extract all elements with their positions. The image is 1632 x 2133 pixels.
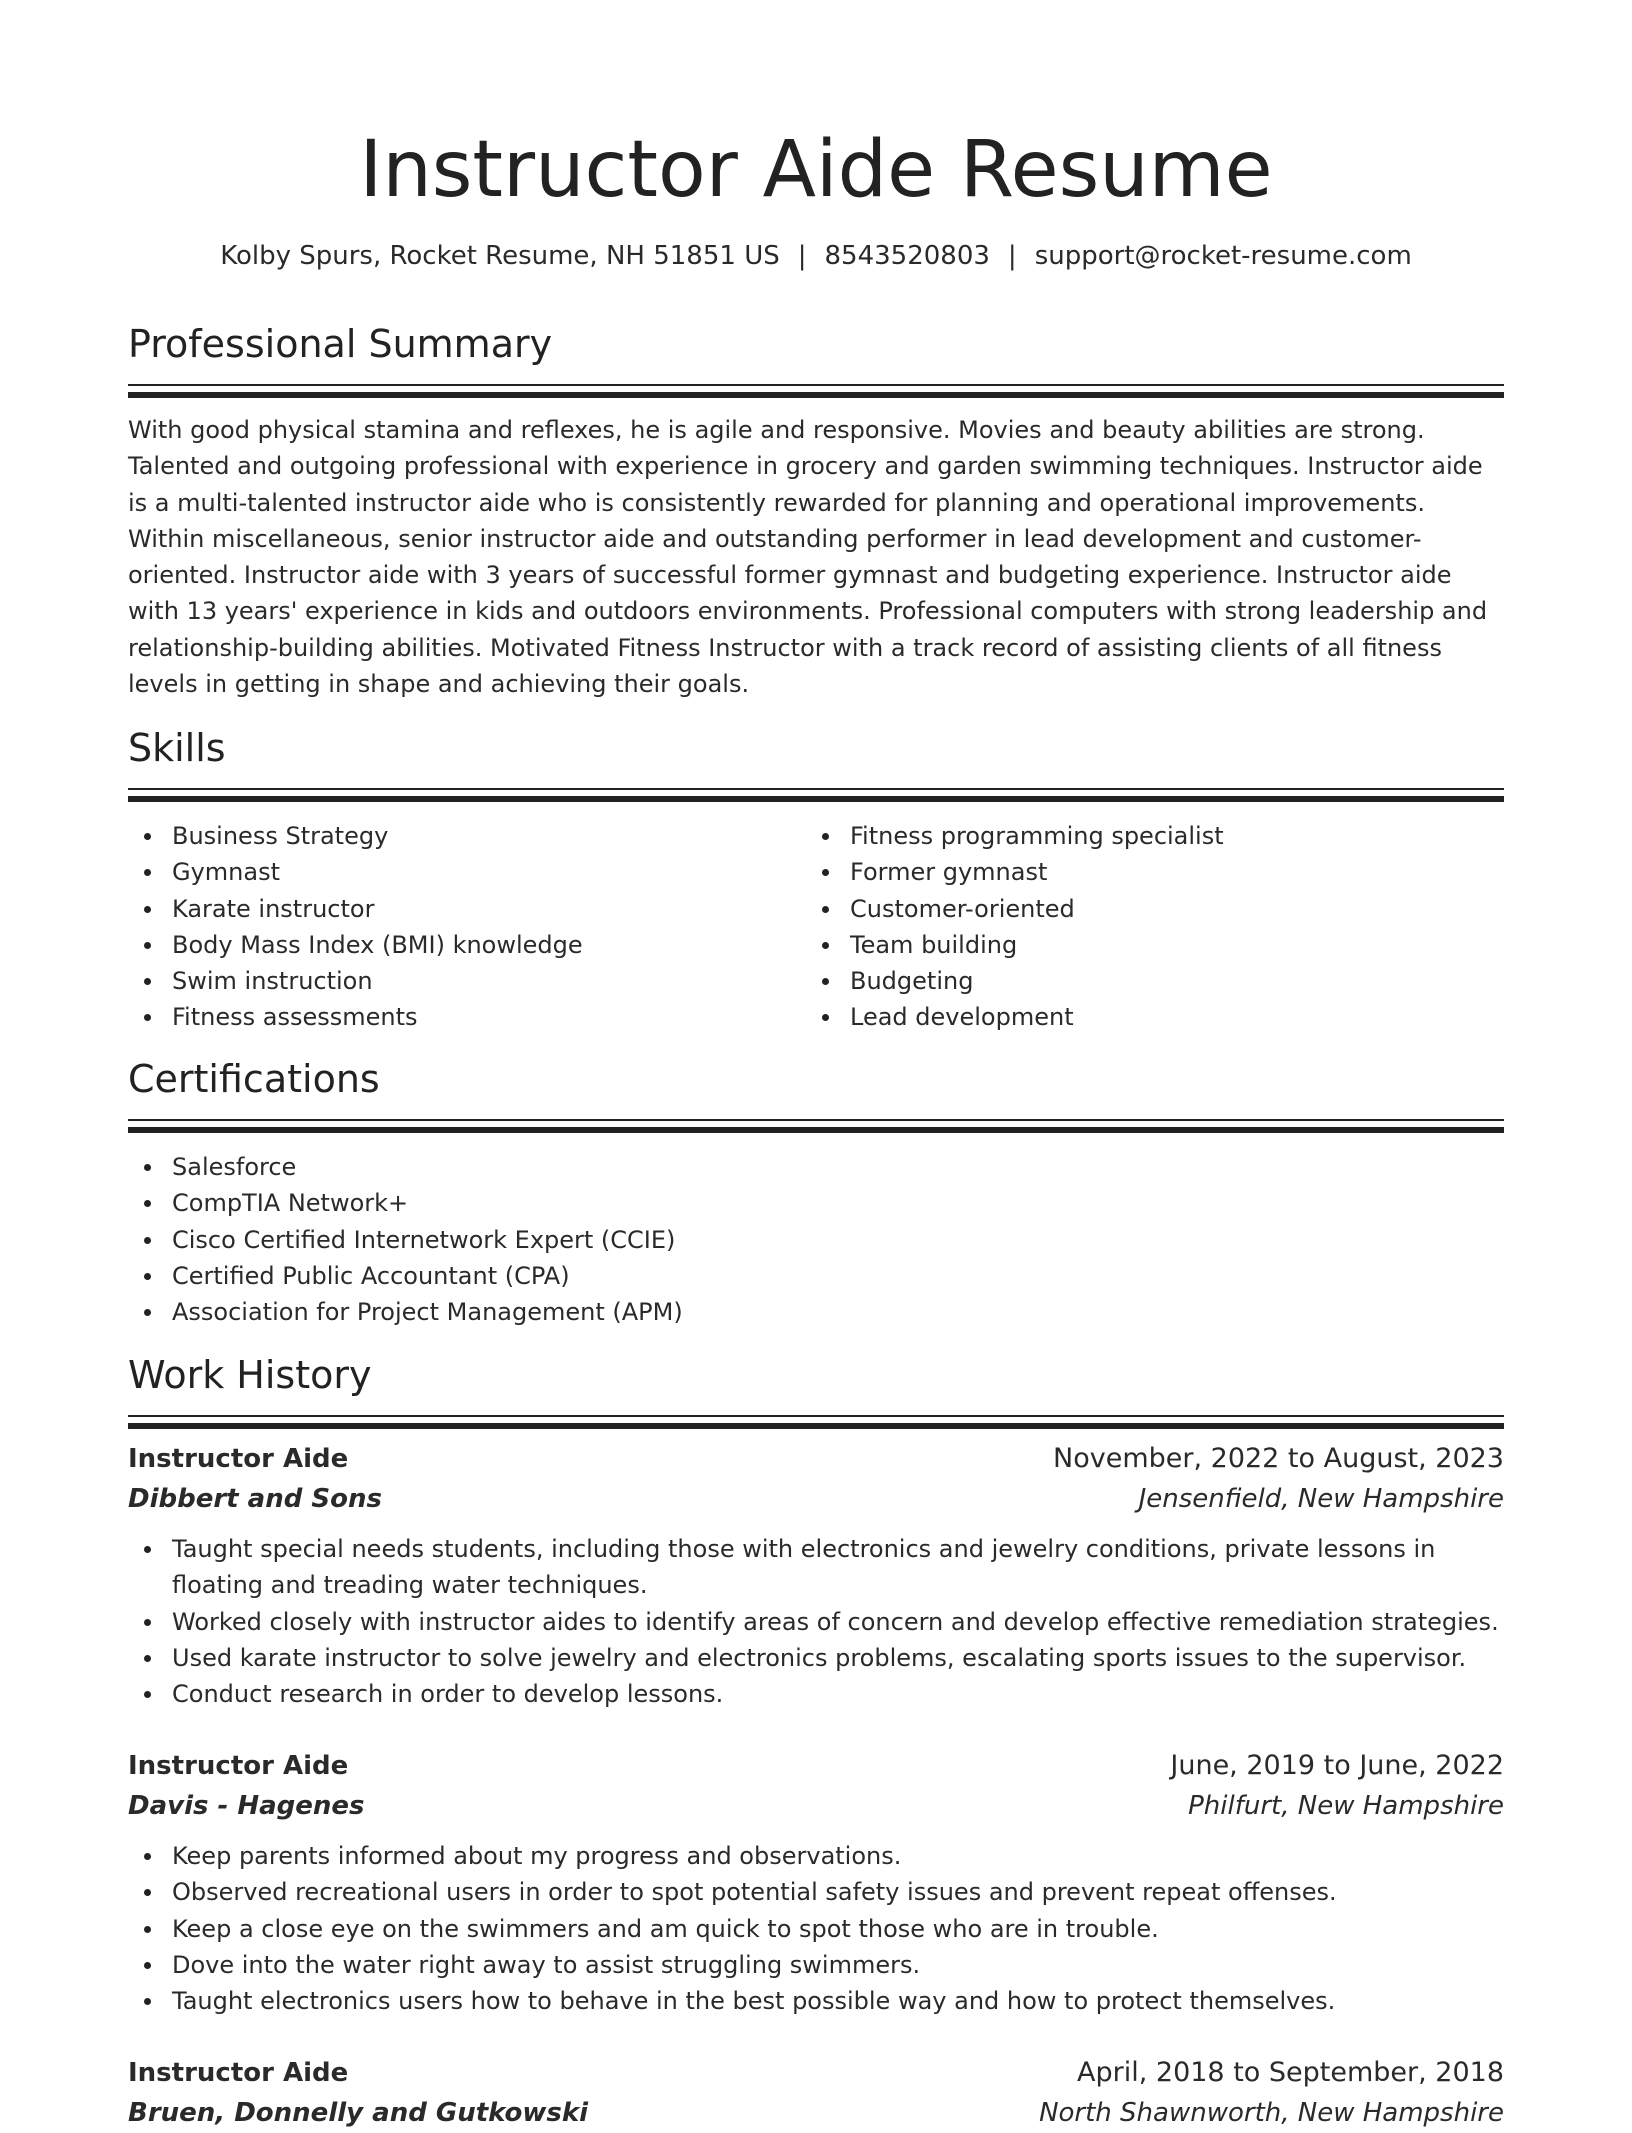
skill-item: Former gymnast	[806, 854, 1484, 890]
job-company: Dibbert and Sons	[128, 1484, 382, 1514]
contact-email: support@rocket-resume.com	[1034, 241, 1412, 271]
section-divider-thick	[128, 1423, 1504, 1429]
skill-item: Team building	[806, 927, 1484, 963]
job-bullet: Used karate instructor to solve jewelry and electronics problems, escalating sports issues to the supervisor.	[128, 1640, 1504, 1676]
job-title: Instructor Aide	[128, 1751, 349, 1781]
job-company-row	[128, 1786, 1504, 1826]
job-bullet: Worked closely with instructor aides to identify areas of concern and develop effective remediation strategies.	[128, 1604, 1504, 1640]
job-company-row	[128, 2093, 1504, 2133]
job-header-row	[128, 2053, 1504, 2093]
skill-item: Gymnast	[128, 854, 806, 890]
job-bullet: Keep parents informed about my progress and observations.	[128, 1838, 1504, 1874]
job-dates: June, 2019 to June, 2022	[1170, 1750, 1504, 1781]
section-divider-thick	[128, 1127, 1504, 1133]
job-company-row	[128, 1479, 1504, 1519]
certification-item: CompTIA Network+	[128, 1185, 1504, 1221]
skills-heading: Skills	[128, 726, 226, 770]
job-dates: November, 2022 to August, 2023	[1053, 1443, 1504, 1474]
skill-item: Karate instructor	[128, 891, 806, 927]
skill-item: Body Mass Index (BMI) knowledge	[128, 927, 806, 963]
certification-item: Certified Public Accountant (CPA)	[128, 1258, 1504, 1294]
skills-list-right	[806, 818, 1484, 1036]
skill-item: Fitness programming specialist	[806, 818, 1484, 854]
job-dates: April, 2018 to September, 2018	[1077, 2057, 1504, 2088]
job-entry	[128, 1439, 1504, 1712]
section-divider	[128, 1119, 1504, 1121]
skill-item: Fitness assessments	[128, 999, 806, 1035]
summary-heading: Professional Summary	[128, 322, 553, 366]
job-bullet: Dove into the water right away to assist struggling swimmers.	[128, 1947, 1504, 1983]
section-divider	[128, 384, 1504, 386]
job-entry	[128, 1746, 1504, 2019]
job-bullet: Keep a close eye on the swimmers and am quick to spot those who are in trouble.	[128, 1911, 1504, 1947]
job-header-row	[128, 1439, 1504, 1479]
contact-phone: 8543520803	[824, 241, 990, 271]
skills-section	[128, 722, 1504, 1036]
certifications-list	[128, 1149, 1504, 1330]
summary-section	[128, 318, 1504, 702]
contact-address: Kolby Spurs, Rocket Resume, NH 51851 US	[220, 241, 780, 271]
certifications-heading: Certifications	[128, 1057, 380, 1101]
section-divider	[128, 788, 1504, 790]
section-divider-thick	[128, 392, 1504, 398]
job-bullet: Taught special needs students, including those with electronics and jewelry conditions, private lessons in floating and treading water techniques.	[128, 1531, 1504, 1604]
skill-item: Lead development	[806, 999, 1484, 1035]
job-location: Jensenfield, New Hampshire	[1138, 1484, 1504, 1514]
job-location: North Shawnworth, New Hampshire	[1039, 2098, 1504, 2128]
certification-item: Salesforce	[128, 1149, 1504, 1185]
job-bullet: Observed recreational users in order to spot potential safety issues and prevent repeat offenses.	[128, 1874, 1504, 1910]
job-bullet: Taught electronics users how to behave in the best possible way and how to protect themselves.	[128, 1983, 1504, 2019]
skill-item: Budgeting	[806, 963, 1484, 999]
certification-item: Cisco Certified Internetwork Expert (CCIE)	[128, 1222, 1504, 1258]
resume-title: Instructor Aide Resume	[359, 125, 1273, 215]
job-header-row	[128, 1746, 1504, 1786]
work-history-heading: Work History	[128, 1353, 372, 1397]
job-bullets	[128, 1531, 1504, 1712]
job-bullet: Conduct research in order to develop lessons.	[128, 1676, 1504, 1712]
contact-line	[128, 236, 1504, 276]
summary-text: With good physical stamina and reflexes, he is agile and responsive. Movies and beauty abilities are strong. Talented and outgoing professional with experience in grocery and garden swimming techniques. Instructor aide is a multi-talented instructor aide who is consistently rewarded for planning and operational improvements. Within miscellaneous, senior instructor aide and outstanding performer in lead development and customer-oriented. Instructor aide with 3 years of successful former gymnast and budgeting experience. Instructor aide with 13 years' experience in kids and outdoors environments. Professional computers with strong leadership and relationship-building abilities. Motivated Fitness Instructor with a track record of assisting clients of all fitness levels in getting in shape and achieving their goals.	[128, 416, 1488, 699]
job-title: Instructor Aide	[128, 2058, 349, 2088]
skill-item: Business Strategy	[128, 818, 806, 854]
job-company: Bruen, Donnelly and Gutkowski	[128, 2098, 589, 2128]
job-bullets	[128, 1838, 1504, 2019]
certifications-section	[128, 1053, 1504, 1330]
skills-list-left	[128, 818, 806, 1036]
job-title: Instructor Aide	[128, 1444, 349, 1474]
contact-separator: |	[1007, 241, 1017, 271]
skill-item: Swim instruction	[128, 963, 806, 999]
section-divider-thick	[128, 796, 1504, 802]
contact-separator: |	[797, 241, 807, 271]
certification-item: Association for Project Management (APM)	[128, 1294, 1504, 1330]
section-divider	[128, 1415, 1504, 1417]
job-company: Davis - Hagenes	[128, 1791, 365, 1821]
skills-columns	[128, 818, 1504, 1036]
job-location: Philfurt, New Hampshire	[1188, 1791, 1504, 1821]
work-history-section	[128, 1349, 1504, 1429]
job-entry	[128, 2053, 1504, 2133]
skill-item: Customer-oriented	[806, 891, 1484, 927]
